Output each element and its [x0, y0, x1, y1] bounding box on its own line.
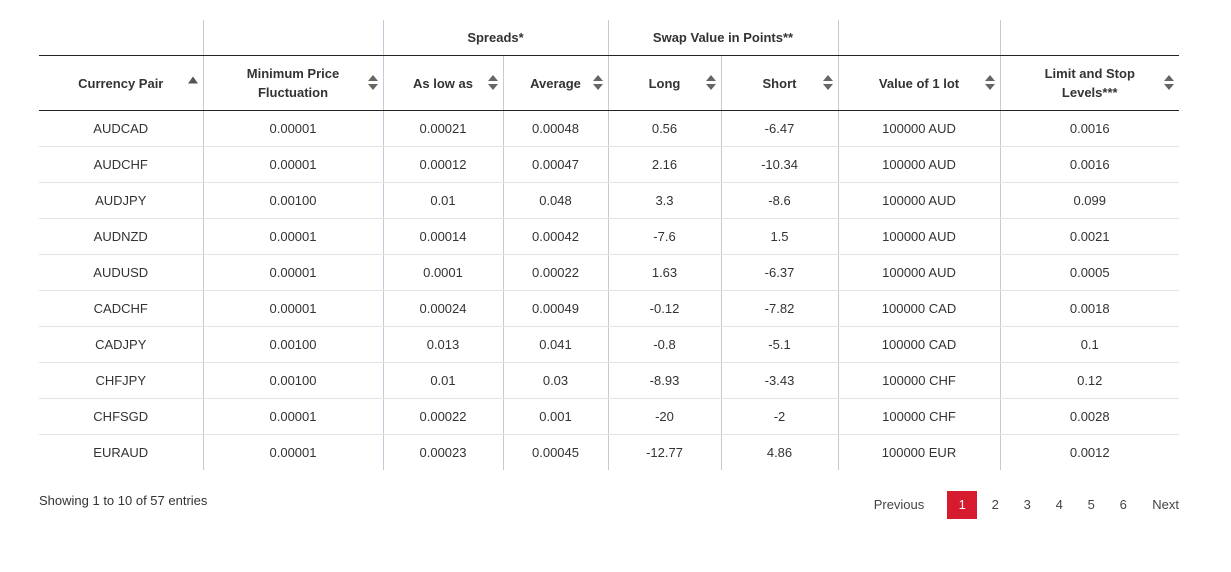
- table-cell: 1.63: [608, 255, 721, 291]
- table-cell: 0.00100: [203, 363, 383, 399]
- table-cell: 0.00001: [203, 219, 383, 255]
- table-cell: 0.0012: [1000, 435, 1179, 471]
- table-cell: 0.00001: [203, 435, 383, 471]
- column-header-label: Minimum Price Fluctuation: [246, 66, 340, 100]
- table-cell: AUDCAD: [39, 111, 203, 147]
- column-header-label: As low as: [413, 75, 473, 91]
- table-cell: EURAUD: [93, 445, 149, 460]
- table-cell: 4.86: [721, 435, 838, 471]
- table-cell: 0.1: [1000, 327, 1179, 363]
- column-header-label: Short: [762, 75, 797, 91]
- table-cell: 0.00001: [203, 255, 383, 291]
- table-cell: AUDUSD: [39, 255, 203, 291]
- table-cell: 3.3: [608, 183, 721, 219]
- table-cell: 0.00014: [383, 219, 503, 255]
- table-cell: 100000 CHF: [838, 399, 1000, 435]
- table-cell: 100000 AUD: [838, 111, 1000, 147]
- table-cell: 0.0005: [1000, 255, 1179, 291]
- column-header-long[interactable]: [608, 56, 721, 111]
- table-cell: -6.37: [721, 255, 838, 291]
- table-cell: 0.041: [503, 327, 608, 363]
- table-cell: 0.00049: [503, 291, 608, 327]
- table-cell: 0.56: [608, 111, 721, 147]
- table-cell: 0.00048: [503, 111, 608, 147]
- table-row: [39, 399, 1179, 435]
- table-cell: 0.00001: [203, 291, 383, 327]
- column-header-min-price-fluctuation[interactable]: [203, 56, 383, 111]
- instruments-table: [39, 20, 1179, 470]
- table-cell: 0.048: [503, 183, 608, 219]
- table-cell: 0.0018: [1000, 291, 1179, 327]
- table-row: [39, 363, 1179, 399]
- table-cell: -8.93: [608, 363, 721, 399]
- column-header-short[interactable]: [721, 56, 838, 111]
- sort-ascending-icon: [188, 77, 198, 84]
- sort-icon: [706, 75, 716, 91]
- table-cell: -7.6: [608, 219, 721, 255]
- page-button-3[interactable]: 3: [1023, 497, 1031, 512]
- table-cell: CADJPY: [39, 327, 203, 363]
- table-cell: 0.00047: [503, 147, 608, 183]
- table-cell: 0.00022: [383, 399, 503, 435]
- column-header-label: Long: [648, 75, 681, 91]
- group-header-empty: [39, 20, 203, 56]
- sort-icon: [985, 75, 995, 91]
- table-cell: 100000 AUD: [838, 219, 1000, 255]
- table-cell: 0.00042: [503, 219, 608, 255]
- table-cell: 0.00023: [383, 435, 503, 471]
- column-header-label: Average: [530, 75, 581, 91]
- table-cell: -12.77: [608, 435, 721, 471]
- table-cell: 0.0001: [383, 255, 503, 291]
- pagination: [874, 491, 1179, 519]
- group-header-spreads: Spreads*: [383, 20, 608, 56]
- table-row: [39, 111, 1179, 147]
- table-cell: 0.12: [1000, 363, 1179, 399]
- group-header-empty: [1000, 20, 1179, 56]
- table-cell: 0.01: [383, 183, 503, 219]
- page-button-5[interactable]: 5: [1087, 497, 1095, 512]
- table-cell: AUDNZD: [39, 219, 203, 255]
- previous-page-button[interactable]: Previous: [873, 497, 925, 512]
- column-header-row: [39, 56, 1179, 111]
- table-cell: 0.00100: [203, 183, 383, 219]
- table-cell: 0.03: [503, 363, 608, 399]
- table-cell: 100000 AUD: [838, 183, 1000, 219]
- table-cell: 100000 EUR: [838, 435, 1000, 471]
- sort-icon: [488, 75, 498, 91]
- table-row: [39, 327, 1179, 363]
- group-header-swap: Swap Value in Points**: [608, 20, 838, 56]
- table-row: [39, 435, 1179, 471]
- sort-icon: [593, 75, 603, 91]
- column-header-limit-stop-levels[interactable]: [1000, 56, 1179, 111]
- page-button-4[interactable]: 4: [1055, 497, 1063, 512]
- table-cell: 0.00024: [383, 291, 503, 327]
- table-cell: 0.00045: [503, 435, 608, 471]
- table-cell: 100000 AUD: [838, 255, 1000, 291]
- table-cell: 0.0016: [1000, 147, 1179, 183]
- table-cell: 100000 AUD: [838, 147, 1000, 183]
- column-header-label: Value of 1 lot: [878, 75, 960, 91]
- table-cell: 0.013: [383, 327, 503, 363]
- table-cell: CHFSGD: [39, 399, 203, 435]
- sort-icon: [1164, 75, 1174, 91]
- next-page-button[interactable]: Next: [1152, 497, 1179, 512]
- group-header-row: [39, 20, 1179, 56]
- table-row: [39, 291, 1179, 327]
- table-cell: -0.8: [608, 327, 721, 363]
- page-button-2[interactable]: 2: [991, 497, 999, 512]
- table-cell: -10.34: [721, 147, 838, 183]
- table-cell: 0.0028: [1000, 399, 1179, 435]
- table-cell: 0.099: [1000, 183, 1179, 219]
- table-cell: 0.00022: [503, 255, 608, 291]
- group-header-empty: [203, 20, 383, 56]
- table-cell: 1.5: [721, 219, 838, 255]
- table-cell: AUDJPY: [39, 183, 203, 219]
- table-row: [39, 219, 1179, 255]
- table-cell: -20: [608, 399, 721, 435]
- table-cell: 0.00001: [203, 399, 383, 435]
- table-cell: 0.001: [503, 399, 608, 435]
- table-cell: 0.00001: [203, 147, 383, 183]
- table-row: [39, 183, 1179, 219]
- table-cell: AUDCHF: [39, 147, 203, 183]
- table-cell: -3.43: [721, 363, 838, 399]
- table-cell: 2.16: [608, 147, 721, 183]
- table-cell: 0.01: [383, 363, 503, 399]
- table-row: [39, 255, 1179, 291]
- sort-icon: [368, 75, 378, 91]
- table-cell: -6.47: [721, 111, 838, 147]
- table-cell: CHFJPY: [39, 363, 203, 399]
- table-cell: 100000 CHF: [838, 363, 1000, 399]
- table-cell: -7.82: [721, 291, 838, 327]
- table-cell: CADCHF: [39, 291, 203, 327]
- table-cell: -8.6: [721, 183, 838, 219]
- entries-info: Showing 1 to 10 of 57 entries: [39, 493, 208, 508]
- table-cell: 100000 CAD: [838, 327, 1000, 363]
- page-button-1[interactable]: 1: [947, 491, 977, 519]
- table-cell: 0.00021: [383, 111, 503, 147]
- column-header-as-low-as[interactable]: [383, 56, 503, 111]
- table-cell: 0.0021: [1000, 219, 1179, 255]
- table-cell: -5.1: [721, 327, 838, 363]
- sort-icon: [823, 75, 833, 91]
- table-cell: -2: [721, 399, 838, 435]
- column-header-label: Limit and Stop Levels***: [1044, 66, 1135, 100]
- table-cell: 0.00100: [203, 327, 383, 363]
- table-cell: 0.00012: [383, 147, 503, 183]
- table-cell: -0.12: [608, 291, 721, 327]
- column-header-value-of-1-lot[interactable]: [838, 56, 1000, 111]
- table-cell: 100000 CAD: [838, 291, 1000, 327]
- table-body: [39, 111, 1179, 471]
- column-header-average[interactable]: [503, 56, 608, 111]
- page-button-6[interactable]: 6: [1119, 497, 1127, 512]
- column-header-currency-pair[interactable]: [39, 56, 203, 111]
- table-cell: 0.00001: [203, 111, 383, 147]
- column-header-label: Currency Pair: [78, 75, 164, 91]
- table-row: [39, 147, 1179, 183]
- group-header-empty: [838, 20, 1000, 56]
- table-cell: 0.0016: [1000, 111, 1179, 147]
